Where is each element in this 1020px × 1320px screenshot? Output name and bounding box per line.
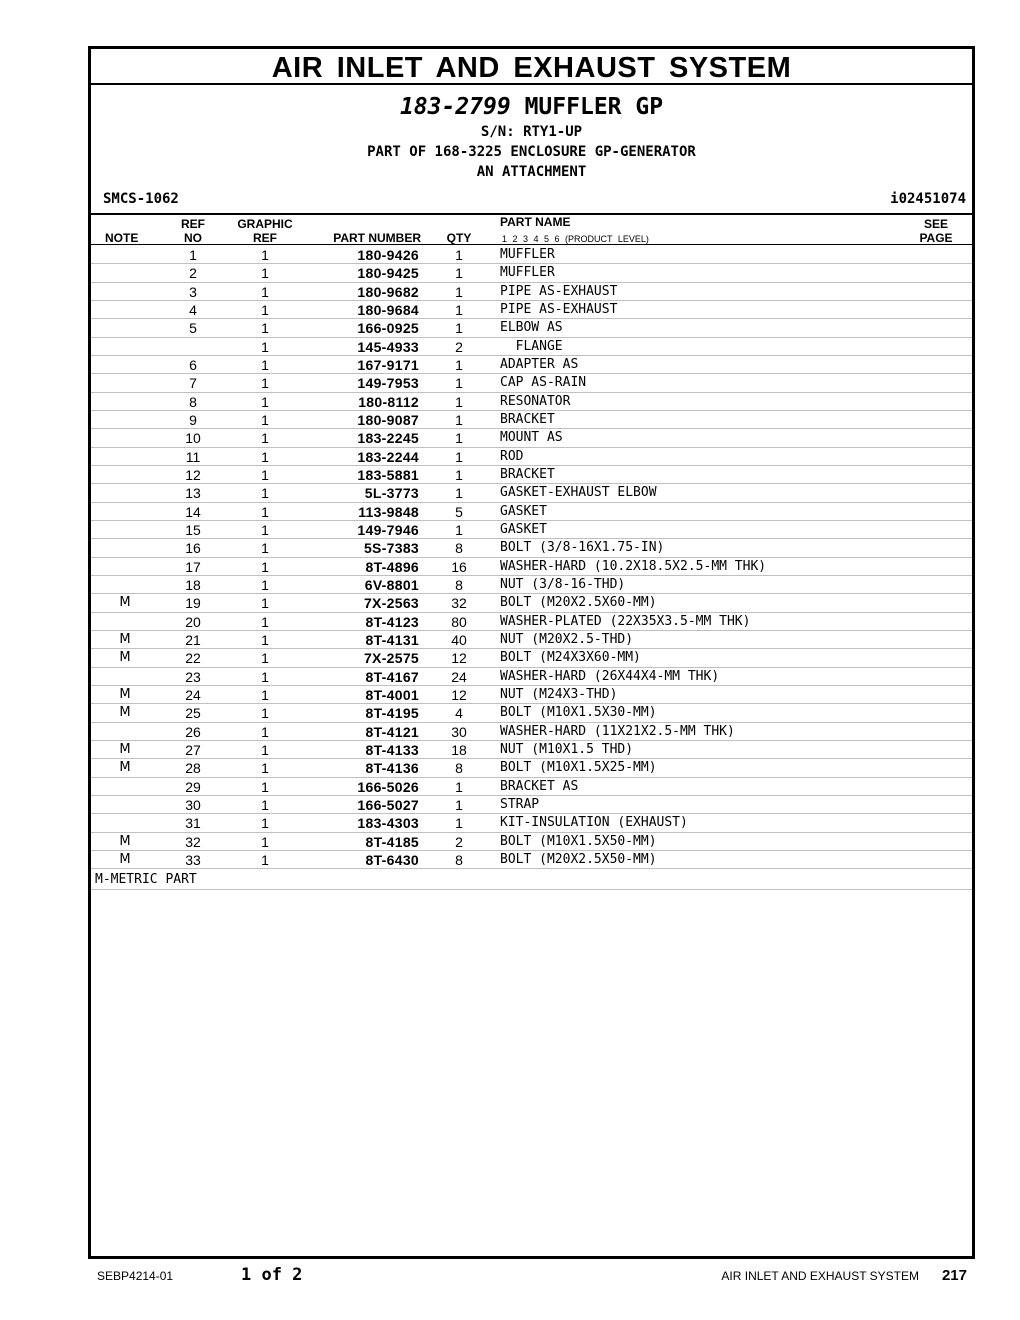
row-part-number: 8T-4133 xyxy=(365,741,419,758)
row-note: M xyxy=(119,851,131,867)
row-ref-no: 19 xyxy=(185,595,201,612)
row-qty: 30 xyxy=(451,723,467,740)
row-ref-no: 9 xyxy=(189,411,197,428)
row-graphic-ref: 1 xyxy=(261,851,269,868)
row-graphic-ref: 1 xyxy=(261,778,269,795)
row-qty: 16 xyxy=(451,558,467,575)
row-note: M xyxy=(119,650,131,666)
row-part-number: 183-2244 xyxy=(357,448,419,465)
row-note: M xyxy=(119,705,131,721)
row-qty: 1 xyxy=(455,815,463,832)
row-graphic-ref: 1 xyxy=(261,393,269,410)
row-part-name: WASHER-PLATED (22X35X3.5-MM THK) xyxy=(500,613,751,629)
row-part-number: 8T-6430 xyxy=(365,851,419,868)
footer-section: AIR INLET AND EXHAUST SYSTEM xyxy=(721,1269,919,1283)
table-row xyxy=(91,283,972,301)
illustration-id: i02451074 xyxy=(890,191,966,207)
row-part-name: BOLT (M20X2.5X60-MM) xyxy=(500,595,657,611)
row-part-name: RESONATOR xyxy=(500,393,571,409)
row-ref-no: 12 xyxy=(185,466,201,483)
row-graphic-ref: 1 xyxy=(261,301,269,318)
table-row xyxy=(91,319,972,337)
row-ref-no: 27 xyxy=(185,741,201,758)
col-part-number: PART NUMBER xyxy=(333,231,421,245)
row-ref-no: 8 xyxy=(189,393,197,410)
row-qty: 8 xyxy=(455,851,463,868)
row-part-name: WASHER-HARD (11X21X2.5-MM THK) xyxy=(500,723,735,739)
row-part-number: 180-9087 xyxy=(357,411,419,428)
row-graphic-ref: 1 xyxy=(261,631,269,648)
col-ref-top: REF xyxy=(181,217,205,231)
row-graphic-ref: 1 xyxy=(261,650,269,667)
table-row xyxy=(91,668,972,686)
row-part-number: 7X-2575 xyxy=(363,650,419,667)
table-row xyxy=(91,411,972,429)
row-qty: 8 xyxy=(455,540,463,557)
row-qty: 5 xyxy=(455,503,463,520)
row-graphic-ref: 1 xyxy=(261,686,269,703)
row-part-name: NUT (M10X1.5 THD) xyxy=(500,741,634,757)
row-part-name: BRACKET xyxy=(500,466,555,482)
table-row xyxy=(91,338,972,356)
col-part-name: PART NAME xyxy=(500,215,571,229)
row-graphic-ref: 1 xyxy=(261,723,269,740)
serial-range: S/N: RTY1-UP xyxy=(480,124,583,140)
table-row xyxy=(91,264,972,282)
row-part-name: PIPE AS-EXHAUST xyxy=(500,301,618,317)
parts-table-body xyxy=(91,246,972,869)
table-row xyxy=(91,521,972,539)
row-part-number: 167-9171 xyxy=(357,356,419,373)
row-graphic-ref: 1 xyxy=(261,705,269,722)
row-graphic-ref: 1 xyxy=(261,796,269,813)
row-part-number: 8T-4167 xyxy=(365,668,419,685)
row-qty: 1 xyxy=(455,320,463,337)
row-note: M xyxy=(119,595,131,611)
table-row xyxy=(91,686,972,704)
row-part-number: 8T-4121 xyxy=(365,723,419,740)
row-graphic-ref: 1 xyxy=(261,247,269,263)
table-row xyxy=(91,466,972,484)
row-ref-no: 14 xyxy=(185,503,201,520)
row-qty: 24 xyxy=(451,668,467,685)
row-part-number: 8T-4185 xyxy=(365,833,419,850)
row-ref-no: 29 xyxy=(185,778,201,795)
attachment-line: AN ATTACHMENT xyxy=(476,164,587,180)
metric-footnote: M-METRIC PART xyxy=(95,872,197,887)
row-ref-no: 31 xyxy=(185,815,201,832)
table-row xyxy=(91,558,972,576)
row-graphic-ref: 1 xyxy=(261,356,269,373)
row-part-name: ELBOW AS xyxy=(500,320,563,336)
table-row xyxy=(91,649,972,667)
row-part-name: MOUNT AS xyxy=(500,430,563,446)
row-qty: 2 xyxy=(455,833,463,850)
table-row xyxy=(91,814,972,832)
table-row xyxy=(91,484,972,502)
row-ref-no: 24 xyxy=(185,686,201,703)
row-ref-no: 5 xyxy=(189,320,197,337)
row-qty: 1 xyxy=(455,393,463,410)
col-see-bottom: PAGE xyxy=(919,231,953,245)
table-row xyxy=(91,301,972,319)
row-ref-no: 25 xyxy=(185,705,201,722)
row-qty: 1 xyxy=(455,356,463,373)
row-part-number: 145-4933 xyxy=(357,338,419,355)
row-qty: 12 xyxy=(451,650,467,667)
row-part-number: 8T-4896 xyxy=(365,558,419,575)
row-part-number: 5S-7383 xyxy=(363,540,419,557)
table-row xyxy=(91,613,972,631)
row-graphic-ref: 1 xyxy=(261,576,269,593)
row-part-number: 8T-4131 xyxy=(365,631,419,648)
row-ref-no: 22 xyxy=(185,650,201,667)
row-qty: 1 xyxy=(455,301,463,318)
row-qty: 2 xyxy=(455,338,463,355)
row-ref-no: 30 xyxy=(185,796,201,813)
row-qty: 1 xyxy=(455,778,463,795)
col-note: NOTE xyxy=(105,231,139,245)
row-qty: 8 xyxy=(455,760,463,777)
row-qty: 1 xyxy=(455,466,463,483)
row-ref-no: 23 xyxy=(185,668,201,685)
row-part-number: 166-5026 xyxy=(357,778,419,795)
product-level-scale: 1 2 3 4 5 6 (PRODUCT LEVEL) xyxy=(502,234,649,244)
row-ref-no: 3 xyxy=(189,283,197,300)
row-graphic-ref: 1 xyxy=(261,503,269,520)
row-part-name: WASHER-HARD (10.2X18.5X2.5-MM THK) xyxy=(500,558,767,574)
table-row xyxy=(91,631,972,649)
row-qty: 1 xyxy=(455,375,463,392)
row-graphic-ref: 1 xyxy=(261,338,269,355)
row-note: M xyxy=(119,760,131,776)
group-name: MUFFLER GP xyxy=(524,94,664,120)
row-part-name: FLANGE xyxy=(500,338,563,354)
col-qty: QTY xyxy=(446,231,472,245)
table-row xyxy=(91,246,972,264)
row-graphic-ref: 1 xyxy=(261,833,269,850)
row-part-number: 8T-4195 xyxy=(365,705,419,722)
footer-page-number: 217 xyxy=(941,1267,967,1284)
col-ref-bottom: NO xyxy=(184,231,202,245)
row-part-number: 180-9684 xyxy=(357,301,419,318)
row-qty: 1 xyxy=(455,796,463,813)
row-part-name: BOLT (M10X1.5X50-MM) xyxy=(500,833,657,849)
row-part-name: CAP AS-RAIN xyxy=(500,375,587,391)
row-part-number: 166-0925 xyxy=(357,320,419,337)
row-part-number: 149-7953 xyxy=(357,375,419,392)
col-graphic-top: GRAPHIC xyxy=(237,217,293,231)
row-part-name: NUT (3/8-16-THD) xyxy=(500,576,626,592)
row-ref-no: 15 xyxy=(185,521,201,538)
row-ref-no: 2 xyxy=(189,265,197,282)
row-ref-no: 32 xyxy=(185,833,201,850)
group-part-number: 183-2799 xyxy=(399,94,511,120)
table-row xyxy=(91,356,972,374)
row-ref-no: 10 xyxy=(185,430,201,447)
row-graphic-ref: 1 xyxy=(261,741,269,758)
row-part-name: MUFFLER xyxy=(500,247,555,262)
row-ref-no: 1 xyxy=(189,247,197,263)
row-graphic-ref: 1 xyxy=(261,613,269,630)
row-part-name: GASKET xyxy=(500,503,547,519)
part-of-line: PART OF 168-3225 ENCLOSURE GP-GENERATOR xyxy=(367,144,696,160)
row-part-name: BOLT (M10X1.5X30-MM) xyxy=(500,705,657,721)
row-part-number: 180-9425 xyxy=(357,265,419,282)
table-row xyxy=(91,448,972,466)
row-part-number: 8T-4001 xyxy=(365,686,419,703)
group-heading xyxy=(91,93,972,121)
row-part-number: 166-5027 xyxy=(357,796,419,813)
row-part-number: 180-8112 xyxy=(358,393,419,410)
row-part-name: WASHER-HARD (26X44X4-MM THK) xyxy=(500,668,720,684)
table-row xyxy=(91,393,972,411)
parts-page-frame xyxy=(88,46,975,1259)
row-note: M xyxy=(119,631,131,647)
row-qty: 1 xyxy=(455,411,463,428)
row-graphic-ref: 1 xyxy=(261,668,269,685)
row-qty: 1 xyxy=(455,283,463,300)
row-part-number: 180-9426 xyxy=(357,247,419,263)
row-part-name: BOLT (3/8-16X1.75-IN) xyxy=(500,540,665,556)
row-ref-no: 11 xyxy=(185,448,201,465)
row-ref-no: 4 xyxy=(189,301,197,318)
row-part-name: PIPE AS-EXHAUST xyxy=(500,283,618,299)
table-row xyxy=(91,759,972,777)
row-qty: 1 xyxy=(455,521,463,538)
row-part-number: 113-9848 xyxy=(358,503,419,520)
row-qty: 12 xyxy=(451,686,467,703)
row-qty: 80 xyxy=(451,613,467,630)
row-qty: 1 xyxy=(455,247,463,263)
row-part-name: NUT (M20X2.5-THD) xyxy=(500,631,634,647)
col-graphic-bottom: REF xyxy=(253,231,277,245)
smcs-code: SMCS-1062 xyxy=(103,191,179,207)
row-ref-no: 13 xyxy=(185,485,201,502)
row-qty: 4 xyxy=(455,705,463,722)
row-part-number: 180-9682 xyxy=(357,283,419,300)
row-graphic-ref: 1 xyxy=(261,815,269,832)
table-row xyxy=(91,429,972,447)
row-note: M xyxy=(119,833,131,849)
row-part-number: 5L-3773 xyxy=(364,485,419,502)
row-qty: 1 xyxy=(455,485,463,502)
row-graphic-ref: 1 xyxy=(261,448,269,465)
row-part-name: BOLT (M10X1.5X25-MM) xyxy=(500,760,657,776)
row-graphic-ref: 1 xyxy=(261,265,269,282)
row-part-name: BOLT (M20X2.5X50-MM) xyxy=(500,851,657,867)
row-graphic-ref: 1 xyxy=(261,521,269,538)
row-part-number: 183-2245 xyxy=(357,430,419,447)
row-part-name: GASKET xyxy=(500,521,547,537)
row-graphic-ref: 1 xyxy=(261,466,269,483)
table-row xyxy=(91,503,972,521)
row-qty: 8 xyxy=(455,576,463,593)
row-part-name: STRAP xyxy=(500,796,540,812)
footer-page-of: 1 of 2 xyxy=(241,1265,303,1285)
table-header xyxy=(91,213,972,245)
row-ref-no: 17 xyxy=(185,558,201,575)
table-row xyxy=(91,851,972,869)
row-graphic-ref: 1 xyxy=(261,485,269,502)
table-row xyxy=(91,778,972,796)
row-graphic-ref: 1 xyxy=(261,320,269,337)
row-ref-no: 33 xyxy=(185,851,201,868)
row-part-number: 149-7946 xyxy=(357,521,419,538)
row-part-name: BRACKET AS xyxy=(500,778,579,794)
table-row xyxy=(91,741,972,759)
row-qty: 40 xyxy=(451,631,467,648)
row-graphic-ref: 1 xyxy=(261,283,269,300)
row-graphic-ref: 1 xyxy=(261,540,269,557)
row-note: M xyxy=(119,686,131,702)
row-part-name: NUT (M24X3-THD) xyxy=(500,686,618,702)
row-ref-no: 26 xyxy=(185,723,201,740)
table-row xyxy=(91,594,972,612)
row-graphic-ref: 1 xyxy=(261,430,269,447)
row-graphic-ref: 1 xyxy=(261,558,269,575)
row-qty: 18 xyxy=(451,741,467,758)
table-row xyxy=(91,704,972,722)
row-part-number: 8T-4136 xyxy=(365,760,419,777)
row-part-number: 183-5881 xyxy=(357,466,419,483)
row-graphic-ref: 1 xyxy=(261,595,269,612)
row-ref-no: 6 xyxy=(189,356,197,373)
row-part-number: 183-4303 xyxy=(357,815,419,832)
row-part-name: KIT-INSULATION (EXHAUST) xyxy=(500,815,688,831)
row-part-name: BRACKET xyxy=(500,411,555,427)
footnote-divider xyxy=(91,889,972,890)
table-row xyxy=(91,576,972,594)
row-part-number: 7X-2563 xyxy=(363,595,419,612)
row-qty: 1 xyxy=(455,430,463,447)
table-row xyxy=(91,539,972,557)
row-part-number: 6V-8801 xyxy=(364,576,419,593)
row-ref-no: 18 xyxy=(185,576,201,593)
section-title: AIR INLET AND EXHAUST SYSTEM xyxy=(91,49,972,85)
row-note: M xyxy=(119,741,131,757)
row-graphic-ref: 1 xyxy=(261,411,269,428)
row-part-number: 8T-4123 xyxy=(365,613,419,630)
row-ref-no: 7 xyxy=(189,375,197,392)
table-row xyxy=(91,796,972,814)
footer-doc-number: SEBP4214-01 xyxy=(97,1269,174,1283)
row-part-name: ROD xyxy=(500,448,524,464)
col-see-top: SEE xyxy=(923,217,948,231)
row-ref-no: 21 xyxy=(185,631,201,648)
row-part-name: ADAPTER AS xyxy=(500,356,579,372)
row-graphic-ref: 1 xyxy=(261,375,269,392)
row-part-name: MUFFLER xyxy=(500,265,555,281)
row-ref-no: 16 xyxy=(185,540,201,557)
row-part-name: GASKET-EXHAUST ELBOW xyxy=(500,485,657,501)
row-ref-no: 20 xyxy=(185,613,201,630)
table-row xyxy=(91,723,972,741)
table-row xyxy=(91,833,972,851)
row-qty: 1 xyxy=(455,265,463,282)
row-part-name: BOLT (M24X3X60-MM) xyxy=(500,650,641,666)
table-row xyxy=(91,374,972,392)
row-qty: 1 xyxy=(455,448,463,465)
row-qty: 32 xyxy=(451,595,467,612)
row-ref-no: 28 xyxy=(185,760,201,777)
row-graphic-ref: 1 xyxy=(261,760,269,777)
